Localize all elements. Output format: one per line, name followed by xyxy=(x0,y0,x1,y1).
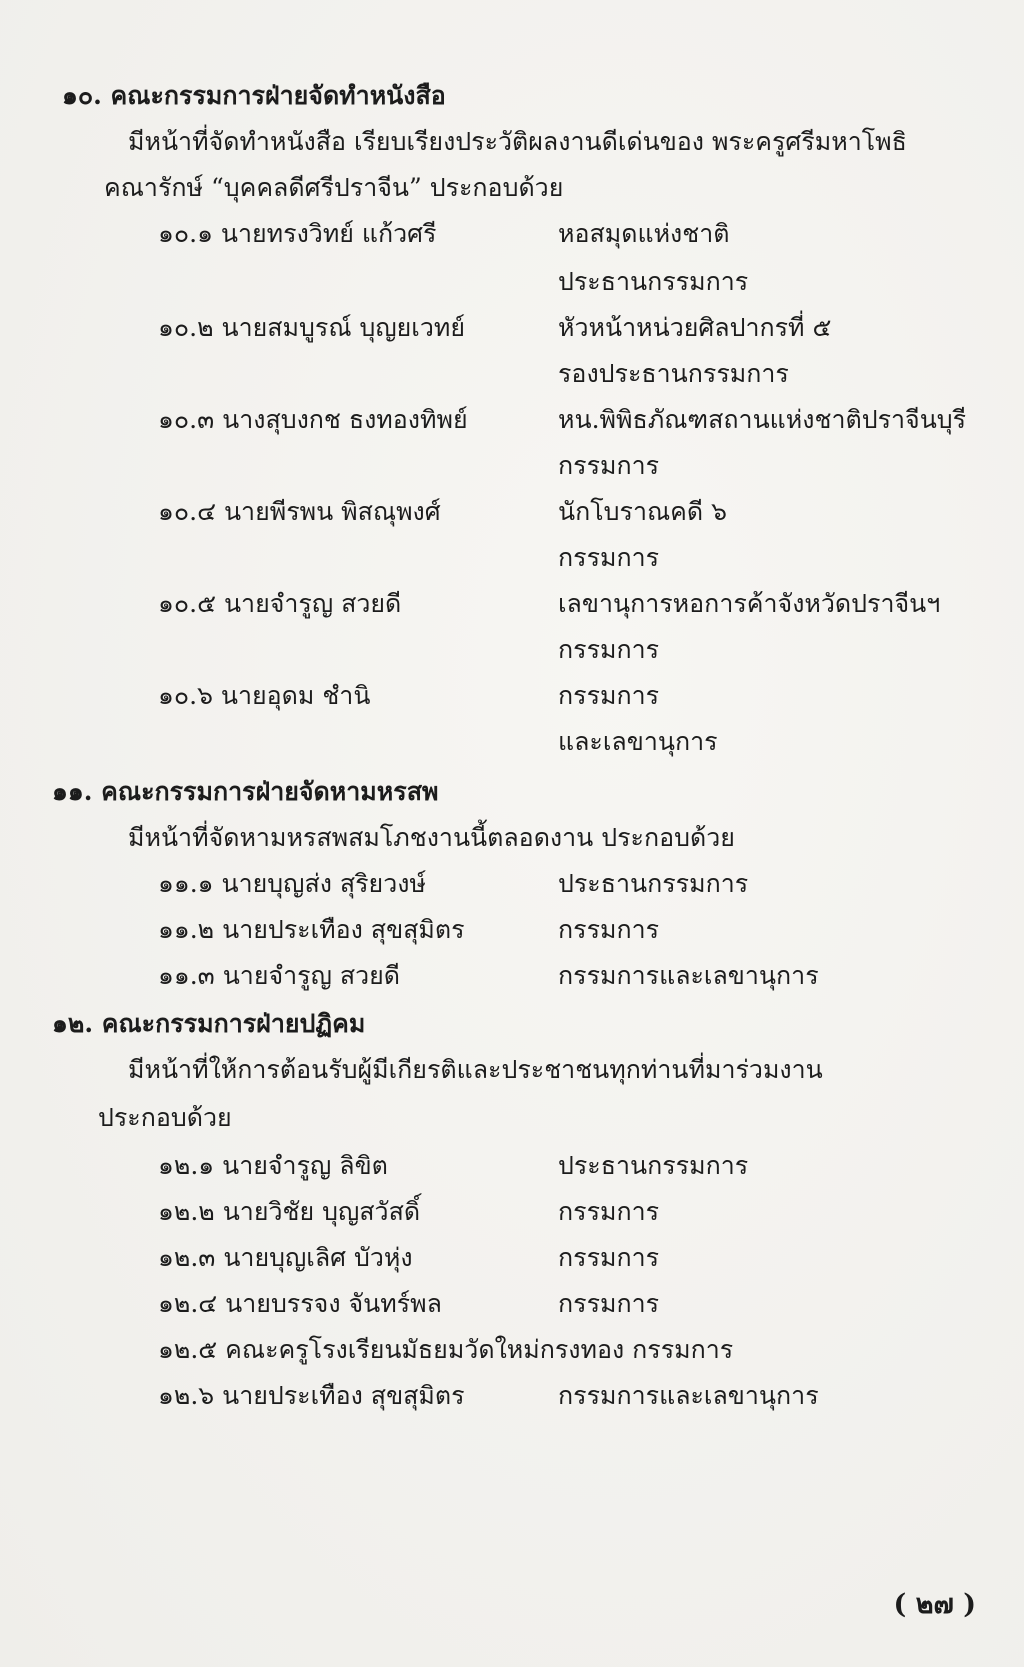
member-11-3-role: กรรมการและเลขานุการ xyxy=(558,961,819,990)
member-10-5-role2: กรรมการ xyxy=(558,635,660,664)
page-number: ( ๒๗ ) xyxy=(893,1589,976,1620)
member-10-4-role: นักโบราณคดี ๖ xyxy=(558,497,727,526)
member-10-3-role2: กรรมการ xyxy=(558,451,660,480)
member-12-1-name: ๑๒.๑ นายจำรูญ ลิขิต xyxy=(158,1151,388,1180)
member-10-6-name: ๑๐.๖ นายอุดม ชำนิ xyxy=(158,681,371,710)
member-12-1-role: ประธานกรรมการ xyxy=(558,1151,749,1180)
member-11-3-name: ๑๑.๓ นายจำรูญ สวยดี xyxy=(158,961,401,990)
member-10-2-role: หัวหน้าหน่วยศิลปากรที่ ๕ xyxy=(558,313,832,342)
member-12-4-role: กรรมการ xyxy=(558,1289,660,1318)
member-10-6-role2: และเลขานุการ xyxy=(558,727,718,756)
section-12-desc-2: ประกอบด้วย xyxy=(98,1103,232,1132)
member-10-4-name: ๑๐.๔ นายพีรพน พิสณุพงศ์ xyxy=(158,497,441,526)
member-10-1-role: หอสมุดแห่งชาติ xyxy=(558,219,730,248)
section-12-desc-1: มีหน้าที่ให้การต้อนรับผู้มีเกียรติและประชาชนทุกท่านที่มาร่วมงาน xyxy=(128,1055,823,1084)
section-10-desc-2: คณารักษ์ “บุคคลดีศรีปราจีน” ประกอบด้วย xyxy=(104,173,564,202)
member-11-1-name: ๑๑.๑ นายบุญส่ง สุริยวงษ์ xyxy=(158,869,426,898)
member-12-5-name: ๑๒.๕ คณะครูโรงเรียนมัธยมวัดใหม่กรงทอง กรรมการ xyxy=(158,1335,734,1364)
member-10-6-role: กรรมการ xyxy=(558,681,660,710)
member-12-3-name: ๑๒.๓ นายบุญเลิศ บัวหุ่ง xyxy=(158,1243,413,1272)
member-10-3-name: ๑๐.๓ นางสุบงกช ธงทองทิพย์ xyxy=(158,405,468,434)
member-12-4-name: ๑๒.๔ นายบรรจง จันทร์พล xyxy=(158,1289,442,1318)
section-11-desc-1: มีหน้าที่จัดหามหรสพสมโภชงานนี้ตลอดงาน ประกอบด้วย xyxy=(128,823,735,852)
member-10-4-role2: กรรมการ xyxy=(558,543,660,572)
member-10-2-name: ๑๐.๒ นายสมบูรณ์ บุญยเวทย์ xyxy=(158,313,465,342)
section-10-desc-1: มีหน้าที่จัดทำหนังสือ เรียบเรียงประวัติผลงานดีเด่นของ พระครูศรีมหาโพธิ xyxy=(128,127,907,156)
member-10-2-role2: รองประธานกรรมการ xyxy=(558,359,789,388)
section-10-heading: ๑๐. คณะกรรมการฝ่ายจัดทำหนังสือ xyxy=(62,81,446,110)
member-10-5-role: เลขานุการหอการค้าจังหวัดปราจีนฯ xyxy=(558,589,941,618)
section-11-heading: ๑๑. คณะกรรมการฝ่ายจัดหามหรสพ xyxy=(52,777,439,806)
member-11-2-role: กรรมการ xyxy=(558,915,660,944)
member-12-2-role: กรรมการ xyxy=(558,1197,660,1226)
member-12-6-role: กรรมการและเลขานุการ xyxy=(558,1381,819,1410)
member-11-2-name: ๑๑.๒ นายประเทือง สุขสุมิตร xyxy=(158,915,465,944)
member-12-2-name: ๑๒.๒ นายวิชัย บุญสวัสดิ์ xyxy=(158,1197,421,1226)
member-10-1-name: ๑๐.๑ นายทรงวิทย์ แก้วศรี xyxy=(158,219,437,248)
member-11-1-role: ประธานกรรมการ xyxy=(558,869,749,898)
member-10-1-role2: ประธานกรรมการ xyxy=(558,267,749,296)
member-10-5-name: ๑๐.๕ นายจำรูญ สวยดี xyxy=(158,589,402,618)
member-10-3-role: หน.พิพิธภัณฑสถานแห่งชาติปราจีนบุรี xyxy=(558,405,967,434)
member-12-3-role: กรรมการ xyxy=(558,1243,660,1272)
member-12-6-name: ๑๒.๖ นายประเทือง สุขสุมิตร xyxy=(158,1381,465,1410)
section-12-heading: ๑๒. คณะกรรมการฝ่ายปฏิคม xyxy=(52,1009,366,1038)
